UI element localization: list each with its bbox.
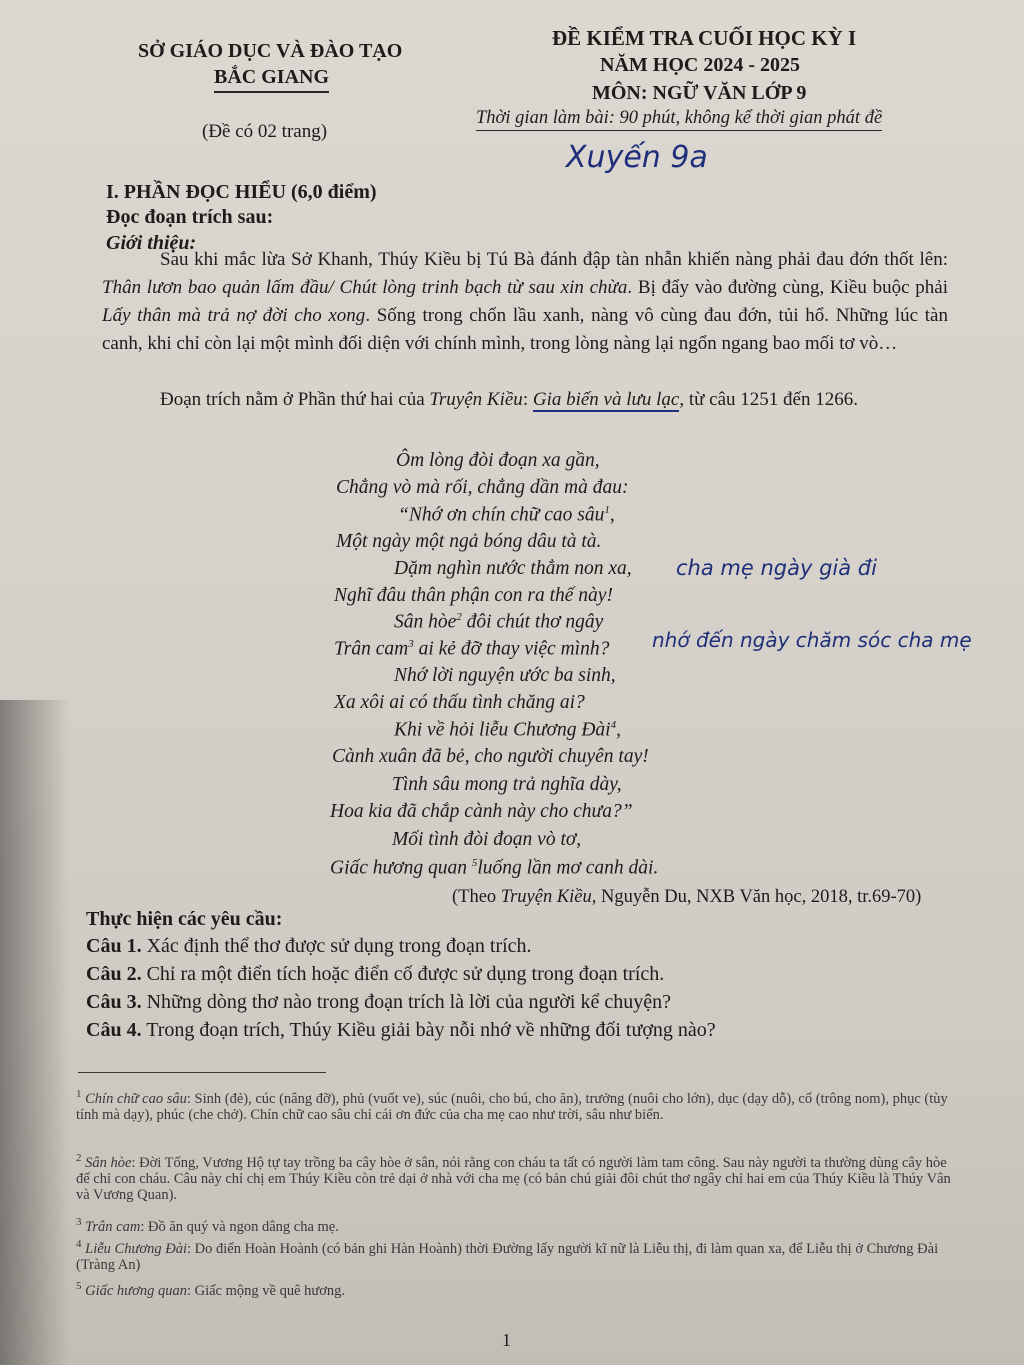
poem-line-5: Dặm nghìn nước thẳm non xa, [394,558,632,579]
poem-source [452,887,921,908]
footnote-1-text: : Sinh (đẻ), cúc (nâng đỡ), phủ (vuốt ve), súc (nuôi, cho bú, cho ăn), trưởng (nuôi cho lớn), dục (dạy dỗ), cố (trông nom), phục (tùy tính mà dạy), phúc (che chở). Chín chữ cao sâu chỉ cái ơn đức của cha mẹ cao như trời, sâu như biển. [76,1090,948,1123]
poem-line-11-b: , [616,719,621,741]
footnote-ref-3: 3 [408,638,414,650]
question-3-label: Câu 3. [86,991,142,1013]
poem-line-9: Nhớ lời nguyện ước ba sinh, [394,665,616,686]
poem-line-1: Ôm lòng đòi đoạn xa gần, [396,450,600,471]
poem-line-7-a: Sân hòe [394,611,457,633]
intro-text-3: . Sống trong chốn lầu xanh, nàng vô cùng đau đớn, tủi hổ. Những lúc tàn canh, khi chỉ còn lại một mình đối diện với chính mình, trong lòng nàng lại ngổn ngang bao mối tơ vò… [102,305,948,354]
shadow [0,700,70,1365]
handwritten-note-2: nhớ đến ngày chăm sóc cha mẹ [652,628,972,652]
poem-line-6: Nghĩ đâu thân phận con ra thế này! [334,585,613,606]
department-name: SỞ GIÁO DỤC VÀ ĐÀO TẠO [138,40,403,62]
footnote-2-number: 2 [76,1152,82,1164]
poem-line-8-b: ai kẻ đỡ thay việc mình? [413,638,610,660]
footnote-1-number: 1 [76,1088,82,1100]
question-3-text: Những dòng thơ nào trong đoạn trích là lời của người kể chuyện? [141,991,671,1013]
poem-line-13: Tình sâu mong trả nghĩa dày, [392,774,622,795]
question-1-text: Xác định thể thơ được sử dụng trong đoạn trích. [141,935,532,957]
footnote-4-number: 4 [76,1238,82,1250]
footnote-2-term: Sân hòe [81,1154,132,1171]
work-title: Truyện Kiều [429,389,523,410]
footnote-ref-1: 1 [604,504,610,516]
poem-line-7 [394,611,603,634]
poem-line-3-text: “Nhớ ơn chín chữ cao sâu [398,504,605,526]
footnote-3-term: Trân cam [81,1218,141,1235]
question-1 [86,935,532,958]
footnote-ref-2: 2 [456,611,462,623]
footnote-4-term: Liễu Chương Đài [81,1240,187,1257]
subject: MÔN: NGỮ VĂN LỚP 9 [592,82,807,104]
question-2-label: Câu 2. [86,963,142,985]
exam-title: ĐỀ KIỂM TRA CUỐI HỌC KỲ I [552,26,857,50]
intro-quote-1: Thân lươn bao quản lấm đầu/ Chút lòng trinh bạch từ sau xin chừa [102,277,628,298]
poem-line-15: Mối tình đòi đoạn vò tơ, [392,829,582,850]
footnote-1-term: Chín chữ cao sâu [81,1090,187,1107]
question-4 [86,1019,716,1042]
handwritten-signature: Xuyến 9a [566,140,708,175]
footnote-4-text: : Do điển Hoàn Hoành (có bản ghi Hàn Hoành) thời Đường lấy người kĩ nữ là Liễu thị, đi làm quan xa, để Liễu thị ở Chương Đài (Tràng An) [76,1240,939,1273]
school-year: NĂM HỌC 2024 - 2025 [600,54,800,76]
poem-line-16-a: Giấc hương quan [330,857,472,879]
excerpt-text-1: Đoạn trích nằm ở Phần thứ hai của [160,389,430,410]
question-3 [86,991,671,1014]
question-2-text: Chỉ ra một điển tích hoặc điển cố được sử dụng trong đoạn trích. [141,963,665,985]
excerpt-location [160,389,858,411]
footnote-2 [76,1150,960,1203]
poem-line-12: Cành xuân đã bẻ, cho người chuyên tay! [332,746,649,767]
footnote-1 [76,1086,960,1123]
footnote-2-text: : Đời Tống, Vương Hộ tự tay trồng ba cây hòe ở sân, nói rằng con cháu ta tất có người làm tam công. Sau này người ta thường dùng cây hòe để chỉ con cháu. Câu này chỉ chị em Thúy Kiều còn trẻ dại ở nhà với cha mẹ (có bản chú giải đôi chút thơ ngây chỉ hai em của Thúy Kiều là Thúy Vân và Vương Quan). [76,1154,951,1203]
time-note: Thời gian làm bài: 90 phút, không kể thời gian phát đề [476,108,882,131]
footnote-5-term: Giấc hương quan [81,1282,187,1299]
question-4-label: Câu 4. [86,1019,142,1041]
poem-line-16-b: luống lần mơ canh dài. [477,857,659,879]
excerpt-text-3: , từ câu 1251 đến 1266. [679,389,858,410]
source-text-1: (Theo [452,887,501,907]
excerpt-text-2: : [522,389,533,410]
handwritten-note-1: cha mẹ ngày già đi [676,556,877,580]
intro-paragraph [102,246,948,358]
section-title: I. PHẦN ĐỌC HIỂU (6,0 điểm) [106,181,377,203]
poem-line-4: Một ngày một ngả bóng dâu tà tà. [336,531,602,552]
poem-line-7-b: đôi chút thơ ngây [461,611,604,633]
poem-line-3-end: , [609,504,615,526]
poem-line-16 [330,857,658,880]
footnote-3-number: 3 [76,1216,82,1228]
footnote-5-number: 5 [76,1280,82,1292]
question-1-label: Câu 1. [86,935,142,957]
footnote-4 [76,1236,960,1273]
intro-quote-2: Lấy thân mà trả nợ đời cho xong [102,305,366,326]
poem-line-3 [398,504,615,527]
poem-line-14: Hoa kia đã chắp cành này cho chưa?” [330,801,633,822]
question-4-text: Trong đoạn trích, Thúy Kiều giải bày nỗi nhớ về những đối tượng nào? [141,1019,716,1041]
intro-text-2: . Bị đẩy vào đường cùng, Kiều buộc phải [627,277,948,298]
poem-line-11-a: Khi về hỏi liễu Chương Đài [394,719,611,741]
footnote-ref-5: 5 [471,857,478,869]
poem-line-8-a: Trân cam [334,638,409,660]
intro-text-1: Sau khi mắc lừa Sở Khanh, Thúy Kiều bị Tú Bà đánh đập tàn nhẫn khiến nàng phải đau đớn thốt lên: [160,249,948,270]
footnote-ref-4: 4 [610,719,617,731]
footnote-3 [76,1214,960,1235]
intro-colon: : [189,232,197,254]
poem-line-2: Chẳng vò mà rối, chẳng dần mà đau: [336,477,629,498]
part-title: Gia biến và lưu lạc [532,389,680,410]
poem-line-10: Xa xôi ai có thấu tình chăng ai? [334,692,585,713]
page-number: 1 [502,1330,511,1350]
footnote-divider [78,1072,326,1073]
footnote-3-text: : Đồ ăn quý và ngon dâng cha mẹ. [140,1218,339,1235]
question-2 [86,963,664,986]
poem-line-11 [394,719,621,742]
read-prompt: Đọc đoạn trích sau: [106,206,274,228]
source-work: Truyện Kiều [500,887,592,907]
intro-label-text: Giới thiệu [106,232,190,254]
poem-line-8 [334,638,609,661]
tasks-title: Thực hiện các yêu cầu: [86,908,283,930]
footnote-5-text: : Giấc mộng về quê hương. [186,1282,346,1299]
footnote-5 [76,1278,960,1299]
province-name: BẮC GIANG [214,66,329,93]
source-text-2: , Nguyễn Du, NXB Văn học, 2018, tr.69-70) [591,887,922,907]
pages-note: (Đề có 02 trang) [202,121,328,142]
